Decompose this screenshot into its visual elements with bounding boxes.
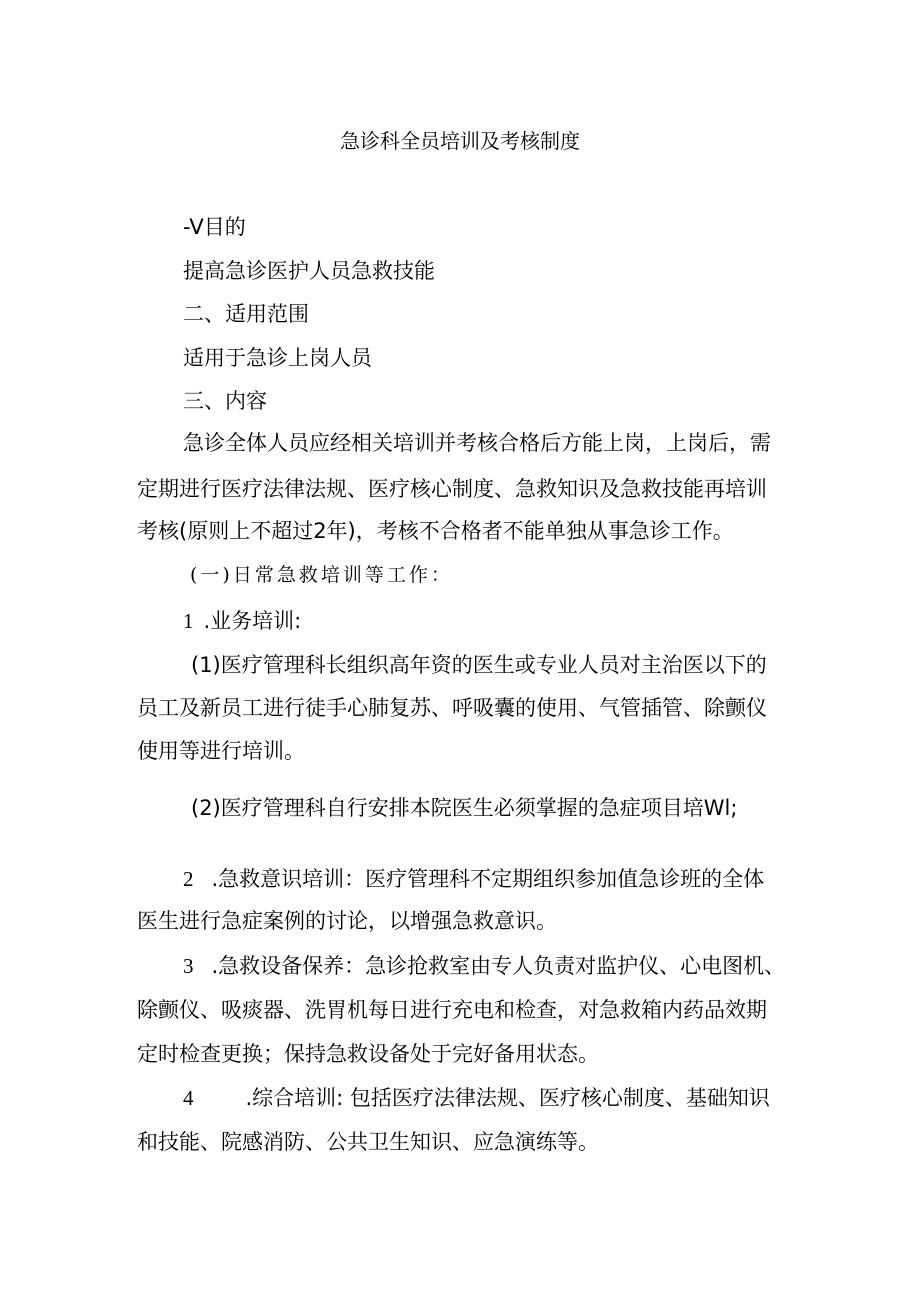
item-number: 2 <box>183 867 194 891</box>
section-heading-scope: 二、适用范围 <box>183 302 309 326</box>
item-number: 3 <box>183 954 194 978</box>
item-awareness-line-2: 医生进行急症案例的讨论，以增强急救意识。 <box>137 909 557 933</box>
business-p1-line-2: 员工及新员工进行徒手心肺复苏、呼吸囊的使用、气管插管、除颤仪 <box>137 696 767 720</box>
item-comprehensive-line-1 <box>183 1083 770 1113</box>
item-text: .综合培训: 包括医疗法律法规、医疗核心制度、基础知识 <box>245 1086 770 1110</box>
item-text: .急救设备保养：急诊抢救室由专人负责对监护仪、心电图机、 <box>211 954 786 978</box>
item-number: 1 <box>183 609 194 633</box>
content-intro-line-1: 急诊全体人员应经相关培训并考核合格后方能上岗，上岗后，需 <box>183 431 771 455</box>
section-body-purpose: 提高急诊医护人员急救技能 <box>183 259 435 283</box>
item-equipment-line-3: 定时检查更换；保持急救设备处于完好备用状态。 <box>137 1042 599 1066</box>
item-text: .急救意识培训：医疗管理科不定期组织参加值急诊班的全体 <box>211 867 765 891</box>
content-intro-line-2: 定期进行医疗法律法规、医疗核心制度、急救知识及急救技能再培训 <box>137 477 767 501</box>
item-label: .业务培训: <box>203 609 302 633</box>
document-title: 急诊科全员培训及考核制度 <box>340 129 580 153</box>
section-heading-content: 三、内容 <box>183 389 267 413</box>
item-number: 4 <box>183 1086 194 1110</box>
business-p1-line-1: (1)医疗管理科长组织高年资的医生或专业人员对主治医以下的 <box>191 653 767 677</box>
item-equipment-line-1 <box>183 951 785 981</box>
section-body-scope: 适用于急诊上岗人员 <box>183 346 372 370</box>
business-p2: (2)医疗管理科自行安排本院医生必须掌握的急症项目培Wl; <box>191 796 738 820</box>
content-intro-line-3: 考核(原则上不超过2年)，考核不合格者不能单独从事急诊工作。 <box>137 519 734 543</box>
item-awareness-line-1 <box>183 864 764 894</box>
business-p1-line-3: 使用等进行培训。 <box>137 739 305 763</box>
section-heading-purpose: -V目的 <box>183 215 246 239</box>
daily-training-subheading: (一)日常急救培训等工作： <box>190 564 453 586</box>
item-comprehensive-line-2: 和技能、院感消防、公共卫生知识、应急演练等。 <box>137 1130 599 1154</box>
item-business-heading <box>183 606 301 636</box>
item-equipment-line-2: 除颤仪、吸痰器、洗胃机每日进行充电和检查，对急救箱内药品效期 <box>137 998 767 1022</box>
